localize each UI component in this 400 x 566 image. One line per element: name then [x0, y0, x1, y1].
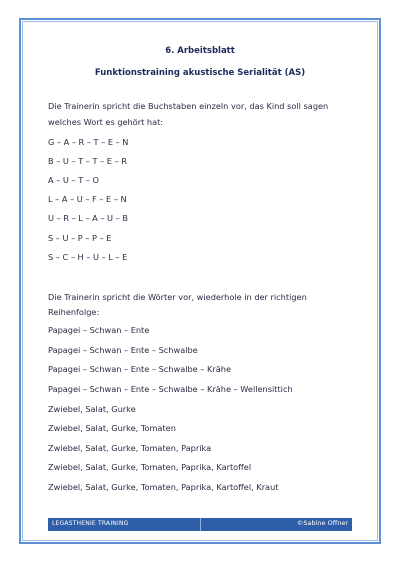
letter-sequence-item: S – U – P – P – E	[48, 233, 112, 243]
word-sequence-item: Zwiebel, Salat, Gurke, Tomaten	[48, 423, 176, 433]
section2-instruction-line2: Reihenfolge:	[48, 307, 100, 317]
word-sequence-item: Papagei – Schwan – Ente	[48, 325, 150, 335]
section1-instruction-line2: welches Wort es gehört hat:	[48, 117, 164, 127]
section1-instruction-line1: Die Trainerin spricht die Buchstaben einzeln vor, das Kind soll sagen	[48, 101, 329, 111]
footer-copyright: ©Sabine Offner	[296, 519, 348, 527]
letter-sequence-item: L – A – U – F – E – N	[48, 194, 127, 204]
word-sequence-item: Zwiebel, Salat, Gurke, Tomaten, Paprika, Kartoffel	[48, 462, 252, 472]
word-sequence-item: Papagei – Schwan – Ente – Schwalbe – Krähe	[48, 364, 231, 374]
word-sequence-item: Zwiebel, Salat, Gurke, Tomaten, Paprika	[48, 443, 212, 453]
letter-sequence-item: U – R – L – A – U – B	[48, 213, 128, 223]
worksheet-title: 6. Arbeitsblatt	[165, 46, 235, 56]
letter-sequence-item: B – U – T – T – E – R	[48, 156, 127, 166]
letter-sequence-item: A – U – T – O	[48, 175, 99, 185]
word-sequence-item: Papagei – Schwan – Ente – Schwalbe – Krähe – Wellensittich	[48, 384, 293, 394]
worksheet-subtitle: Funktionstraining akustische Serialität (AS)	[94, 68, 306, 78]
letter-sequence-item: G – A – R – T – E – N	[48, 137, 129, 147]
footer-label: LEGASTHENIE TRAINING	[52, 520, 129, 527]
letter-sequence-item: S – C – H – U – L – E	[48, 252, 128, 262]
section2-instruction-line1: Die Trainerin spricht die Wörter vor, wiederhole in der richtigen	[48, 292, 307, 302]
word-sequence-item: Zwiebel, Salat, Gurke, Tomaten, Paprika, Kartoffel, Kraut	[48, 482, 279, 492]
word-sequence-item: Zwiebel, Salat, Gurke	[48, 404, 136, 414]
word-sequence-item: Papagei – Schwan – Ente – Schwalbe	[48, 345, 198, 355]
footer-divider	[200, 518, 201, 531]
